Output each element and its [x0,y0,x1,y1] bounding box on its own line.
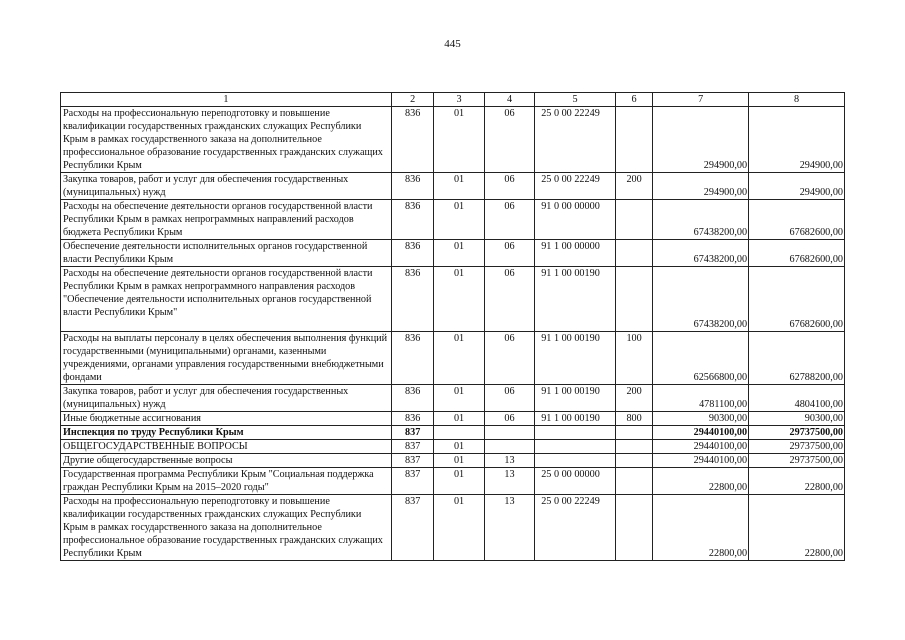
target-article-cell: 25 0 00 22249 [535,173,616,200]
amount-year1-cell: 4781100,00 [653,385,749,412]
amount-year2-cell: 22800,00 [749,495,845,561]
subsection-cell: 06 [484,173,534,200]
amount-year1-cell: 294900,00 [653,107,749,173]
column-header-5: 5 [535,93,616,107]
expense-type-cell [615,454,652,468]
target-article-cell [535,426,616,440]
amount-year1-cell: 67438200,00 [653,267,749,332]
section-cell: 01 [434,385,484,412]
table-header-row [61,93,845,107]
target-article-cell: 25 0 00 00000 [535,468,616,495]
row-name-cell: Государственная программа Республики Крым "Социальная поддержка граждан Республики Крым на 2015–2020 годы" [61,468,392,495]
row-name-cell: Расходы на профессиональную переподготовку и повышение квалификации государственных гражданских служащих Республики Крым в рамках государственного заказа на дополнительное профессиональное образование государственных гражданских служащих Республики Крым [61,495,392,561]
row-name-cell: Инспекция по труду Республики Крым [61,426,392,440]
target-article-cell: 25 0 00 22249 [535,107,616,173]
budget-table [60,92,845,561]
row-name-cell: Другие общегосударственные вопросы [61,454,392,468]
amount-year2-cell: 4804100,00 [749,385,845,412]
table-row [61,332,845,385]
amount-year1-cell: 22800,00 [653,468,749,495]
target-article-cell: 91 1 00 00190 [535,385,616,412]
amount-year1-cell: 29440100,00 [653,426,749,440]
subsection-cell [484,440,534,454]
table-row [61,454,845,468]
row-name-cell: Расходы на обеспечение деятельности органов государственной власти Республики Крым в рамках непрограммного направления расходов "Обеспечение деятельности исполнительных органов государственной власти Республики Крым" [61,267,392,332]
admin-code-cell: 836 [391,332,433,385]
expense-type-cell: 200 [615,173,652,200]
target-article-cell: 25 0 00 22249 [535,495,616,561]
section-cell: 01 [434,240,484,267]
subsection-cell: 06 [484,332,534,385]
row-name-cell: Обеспечение деятельности исполнительных органов государственной власти Республики Крым [61,240,392,267]
target-article-cell: 91 0 00 00000 [535,200,616,240]
amount-year2-cell: 90300,00 [749,412,845,426]
row-name-cell: Расходы на выплаты персоналу в целях обеспечения выполнения функций государственными (муниципальными) органами, казенными учреждениями, органами управления государственными внебюджетными фондами [61,332,392,385]
expense-type-cell [615,107,652,173]
section-cell: 01 [434,495,484,561]
expense-type-cell [615,267,652,332]
amount-year1-cell: 22800,00 [653,495,749,561]
admin-code-cell: 837 [391,440,433,454]
target-article-cell [535,440,616,454]
row-name-cell: Закупка товаров, работ и услуг для обеспечения государственных (муниципальных) нужд [61,385,392,412]
column-header-3: 3 [434,93,484,107]
subsection-cell: 06 [484,107,534,173]
table-row [61,412,845,426]
admin-code-cell: 836 [391,107,433,173]
table-row [61,426,845,440]
subsection-cell: 06 [484,200,534,240]
section-cell: 01 [434,173,484,200]
target-article-cell [535,454,616,468]
amount-year2-cell: 29737500,00 [749,440,845,454]
amount-year1-cell: 62566800,00 [653,332,749,385]
target-article-cell: 91 1 00 00190 [535,267,616,332]
amount-year2-cell: 294900,00 [749,107,845,173]
table-row [61,267,845,332]
subsection-cell: 06 [484,385,534,412]
admin-code-cell: 836 [391,412,433,426]
column-header-2: 2 [391,93,433,107]
amount-year2-cell: 29737500,00 [749,426,845,440]
amount-year1-cell: 294900,00 [653,173,749,200]
admin-code-cell: 837 [391,454,433,468]
section-cell: 01 [434,454,484,468]
admin-code-cell: 837 [391,426,433,440]
subsection-cell: 06 [484,412,534,426]
section-cell: 01 [434,332,484,385]
table-row [61,468,845,495]
amount-year2-cell: 67682600,00 [749,200,845,240]
table-row [61,240,845,267]
amount-year1-cell: 67438200,00 [653,200,749,240]
column-header-1: 1 [61,93,392,107]
expense-type-cell [615,240,652,267]
table-row [61,200,845,240]
section-cell [434,426,484,440]
column-header-7: 7 [653,93,749,107]
expense-type-cell [615,200,652,240]
section-cell: 01 [434,107,484,173]
table-row [61,385,845,412]
subsection-cell: 13 [484,495,534,561]
amount-year2-cell: 67682600,00 [749,240,845,267]
amount-year2-cell: 22800,00 [749,468,845,495]
section-cell: 01 [434,412,484,426]
table-row [61,173,845,200]
column-header-6: 6 [615,93,652,107]
amount-year1-cell: 67438200,00 [653,240,749,267]
admin-code-cell: 837 [391,495,433,561]
admin-code-cell: 836 [391,200,433,240]
column-header-4: 4 [484,93,534,107]
section-cell: 01 [434,440,484,454]
amount-year2-cell: 294900,00 [749,173,845,200]
amount-year1-cell: 29440100,00 [653,454,749,468]
admin-code-cell: 836 [391,240,433,267]
page-number: 445 [444,38,461,50]
amount-year2-cell: 62788200,00 [749,332,845,385]
row-name-cell: Расходы на обеспечение деятельности органов государственной власти Республики Крым в рамках непрограммных направлений расходов бюджета Республики Крым [61,200,392,240]
row-name-cell: Иные бюджетные ассигнования [61,412,392,426]
row-name-cell: ОБЩЕГОСУДАРСТВЕННЫЕ ВОПРОСЫ [61,440,392,454]
table-row [61,107,845,173]
expense-type-cell: 100 [615,332,652,385]
subsection-cell: 06 [484,240,534,267]
expense-type-cell [615,426,652,440]
admin-code-cell: 836 [391,267,433,332]
column-header-8: 8 [749,93,845,107]
amount-year2-cell: 67682600,00 [749,267,845,332]
amount-year1-cell: 29440100,00 [653,440,749,454]
subsection-cell: 13 [484,454,534,468]
subsection-cell: 13 [484,468,534,495]
target-article-cell: 91 1 00 00190 [535,332,616,385]
section-cell: 01 [434,267,484,332]
target-article-cell: 91 1 00 00000 [535,240,616,267]
expense-type-cell: 200 [615,385,652,412]
admin-code-cell: 837 [391,468,433,495]
row-name-cell: Расходы на профессиональную переподготовку и повышение квалификации государственных гражданских служащих Республики Крым в рамках государственного заказа на дополнительное профессиональное образование государственных гражданских служащих Республики Крым [61,107,392,173]
subsection-cell [484,426,534,440]
expense-type-cell: 800 [615,412,652,426]
section-cell: 01 [434,200,484,240]
expense-type-cell [615,495,652,561]
section-cell: 01 [434,468,484,495]
subsection-cell: 06 [484,267,534,332]
row-name-cell: Закупка товаров, работ и услуг для обеспечения государственных (муниципальных) нужд [61,173,392,200]
amount-year2-cell: 29737500,00 [749,454,845,468]
amount-year1-cell: 90300,00 [653,412,749,426]
table-row [61,495,845,561]
target-article-cell: 91 1 00 00190 [535,412,616,426]
table-row [61,440,845,454]
expense-type-cell [615,468,652,495]
expense-type-cell [615,440,652,454]
admin-code-cell: 836 [391,173,433,200]
admin-code-cell: 836 [391,385,433,412]
